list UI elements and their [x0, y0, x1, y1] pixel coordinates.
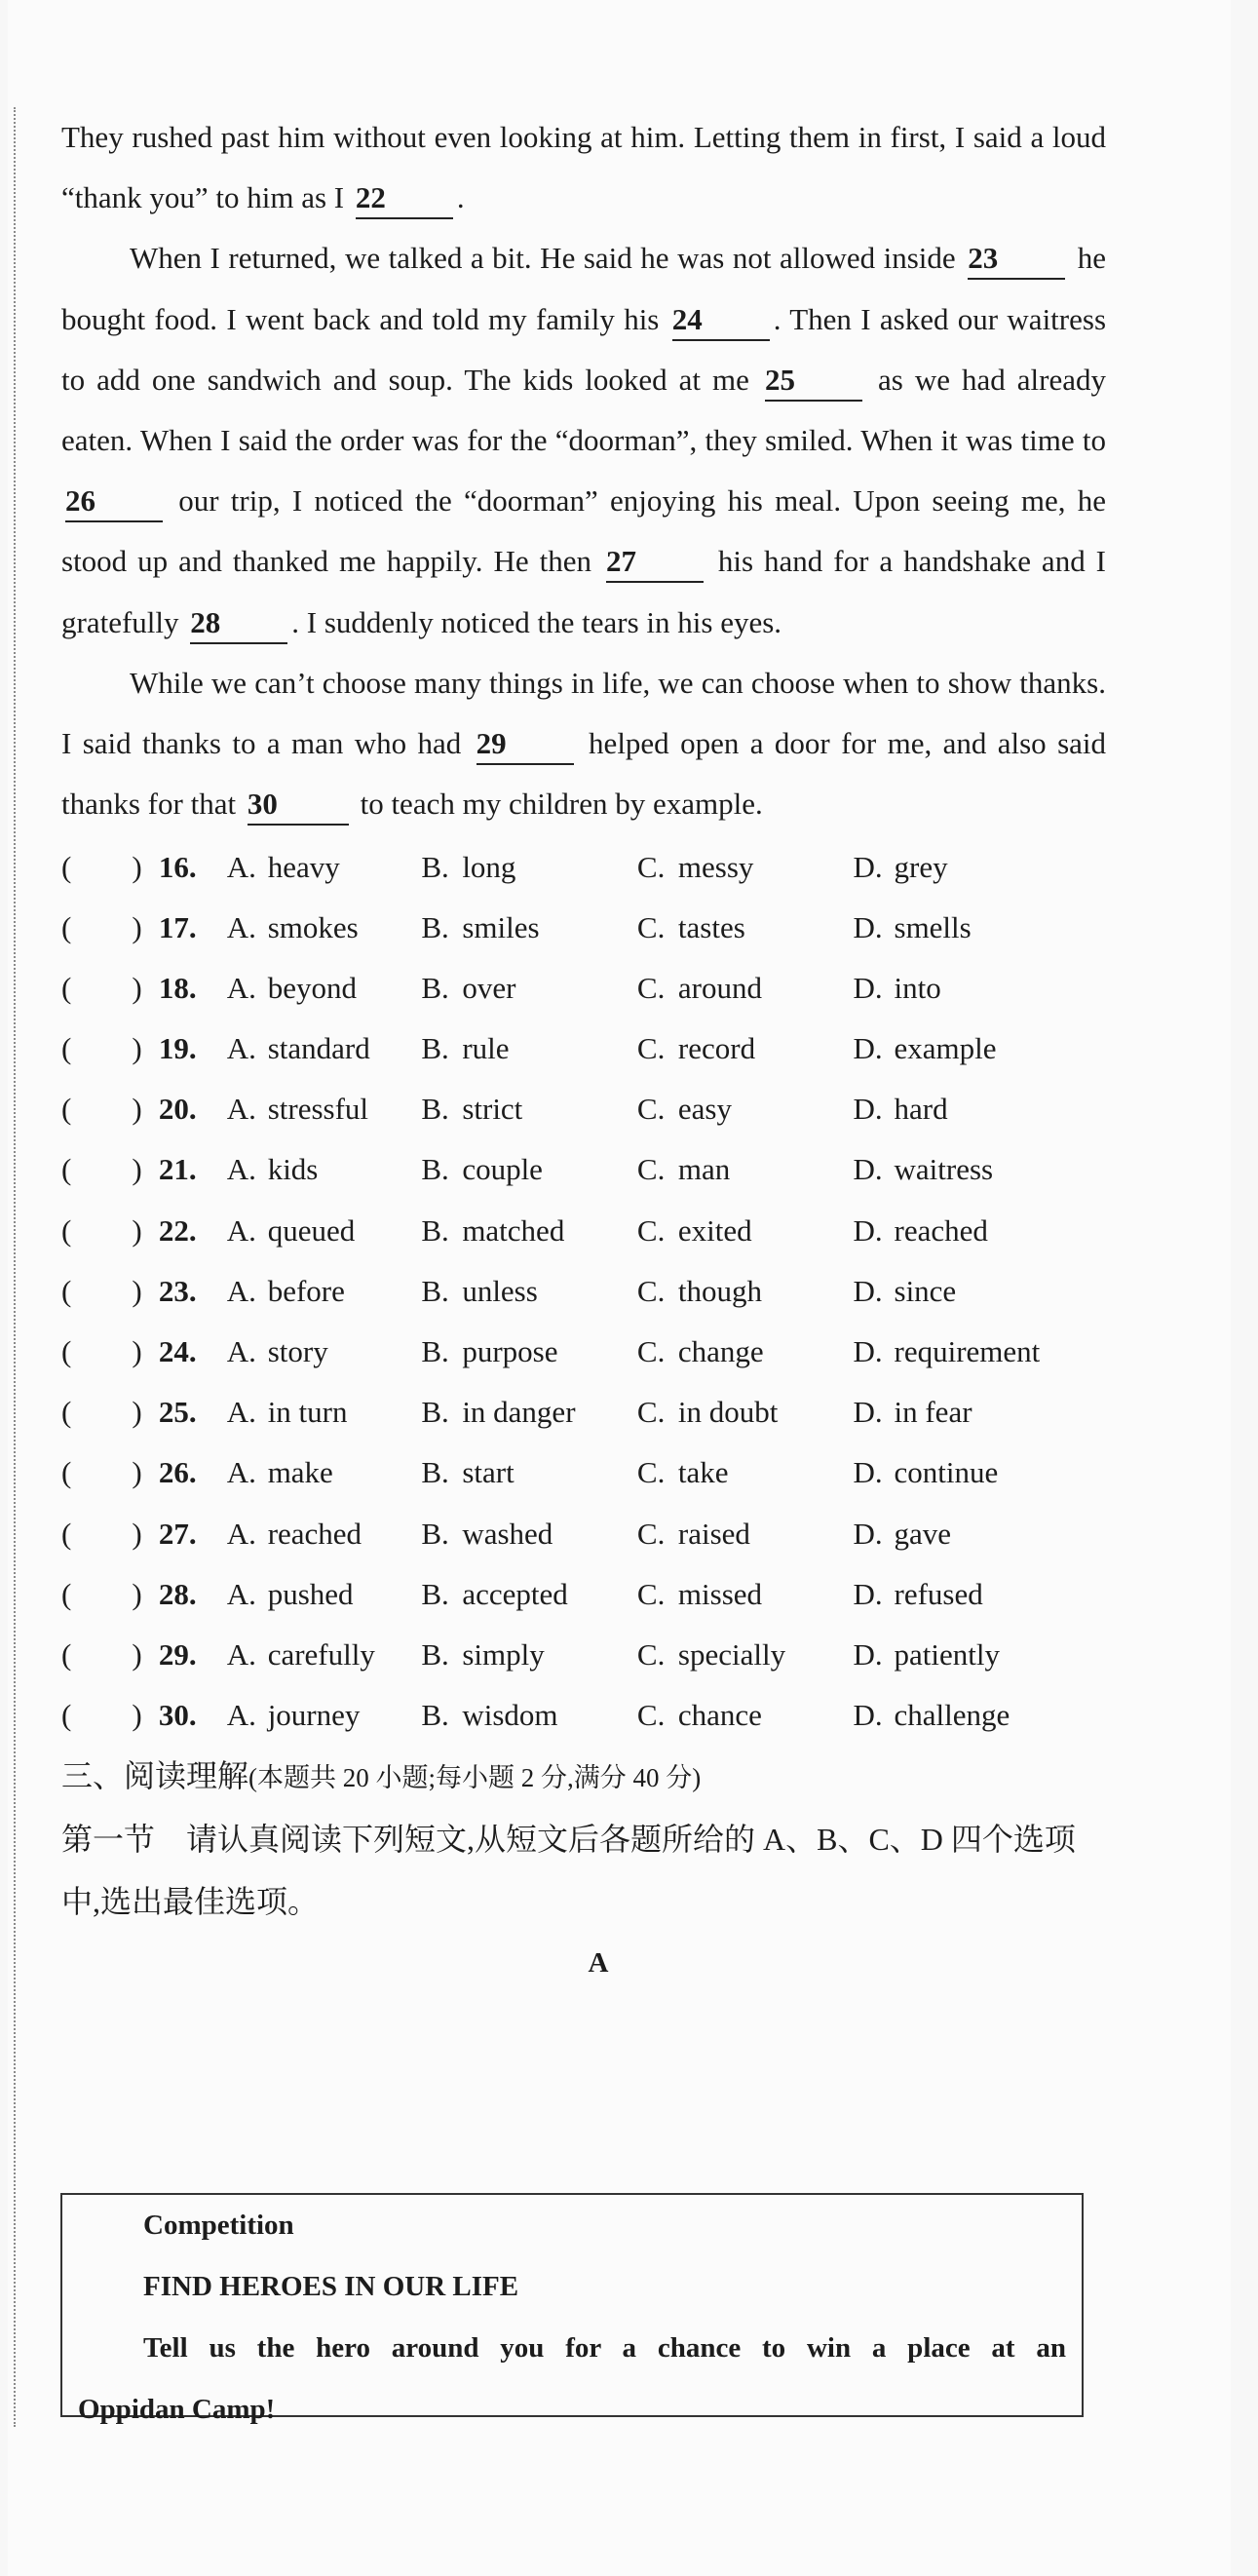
option-text: story [267, 1334, 328, 1369]
option-a [227, 1031, 422, 1066]
option-letter: C. [636, 1334, 666, 1369]
option-text: smokes [267, 909, 359, 944]
option-letter: C. [636, 970, 666, 1005]
option-text: challenge [894, 1698, 1010, 1733]
binding-dotted-line [14, 107, 16, 2427]
option-text: long [462, 849, 516, 884]
option-letter: B. [421, 1455, 449, 1490]
option-row [61, 1261, 1106, 1322]
option-text: in danger [462, 1395, 576, 1430]
option-a [227, 1455, 422, 1490]
question-number: 29. [158, 1636, 197, 1672]
passage-text: to teach my children by example. [352, 787, 763, 822]
option-letter: D. [853, 1334, 883, 1369]
question-number: 25. [158, 1395, 197, 1430]
option-text: messy [677, 849, 754, 884]
option-b [421, 850, 637, 885]
option-text: heavy [267, 849, 340, 884]
option-letter: D. [853, 1395, 883, 1430]
option-text: journey [267, 1698, 361, 1733]
option-d [854, 971, 1107, 1006]
option-letter: A. [226, 1636, 256, 1672]
answer-options [61, 836, 1106, 1746]
option-row [61, 1139, 1106, 1200]
option-letter: C. [636, 849, 666, 884]
option-text: continue [894, 1455, 999, 1490]
option-d [854, 1092, 1107, 1127]
question-number: 30. [158, 1698, 197, 1733]
option-letter: B. [421, 849, 449, 884]
answer-bracket[interactable]: ( ) [61, 849, 142, 884]
option-letter: C. [636, 1031, 666, 1066]
option-letter: C. [636, 909, 666, 944]
passage-text: he bought food. I went back and told my family his [61, 241, 1107, 336]
option-letter: A. [226, 970, 256, 1005]
blank-29: 29 [477, 724, 574, 765]
option-letter: B. [421, 1395, 449, 1430]
option-text: man [677, 1152, 731, 1187]
passage-paragraph-1 [61, 107, 1106, 228]
blank-27: 27 [606, 542, 704, 583]
option-letter: D. [853, 1698, 883, 1733]
option-text: before [267, 1273, 345, 1308]
option-text: matched [462, 1212, 565, 1248]
option-c [637, 1092, 854, 1127]
option-a [227, 850, 422, 885]
option-letter: C. [636, 1636, 666, 1672]
option-text: into [894, 970, 941, 1005]
option-d [854, 910, 1107, 945]
option-row [61, 1564, 1106, 1625]
option-d [854, 1274, 1107, 1309]
option-d [854, 1152, 1107, 1187]
option-b [421, 1031, 637, 1066]
option-text: example [894, 1031, 997, 1066]
option-text: kids [267, 1152, 319, 1187]
option-letter: B. [421, 970, 449, 1005]
option-a [227, 1274, 422, 1309]
option-a [227, 1334, 422, 1369]
option-row [61, 1019, 1106, 1079]
option-letter: B. [421, 1152, 449, 1187]
option-d [854, 1334, 1107, 1369]
blank-22: 22 [356, 178, 453, 219]
option-c [637, 910, 854, 945]
option-text: easy [677, 1092, 732, 1127]
option-text: chance [677, 1698, 762, 1733]
worksheet [8, 0, 1231, 2576]
option-b [421, 1455, 637, 1490]
passage-text: . Then I asked our waitress to add one sandwich and soup. The kids looked at me [61, 301, 1107, 397]
option-text: accepted [462, 1576, 568, 1611]
option-c [637, 1031, 854, 1066]
option-row [61, 1382, 1106, 1442]
option-letter: D. [853, 1455, 883, 1490]
option-letter: C. [636, 1516, 666, 1551]
option-letter: A. [226, 1152, 256, 1187]
option-letter: C. [636, 1273, 666, 1308]
option-text: waitress [894, 1152, 994, 1187]
option-d [854, 1395, 1107, 1430]
option-text: pushed [267, 1576, 354, 1611]
option-b [421, 1517, 637, 1552]
option-a [227, 1517, 422, 1552]
box-line-3: Tell us the hero around you for a chance to win a place at an [143, 2332, 1066, 2364]
option-b [421, 1152, 637, 1187]
answer-bracket[interactable]: ( ) [61, 1152, 142, 1187]
option-a [227, 1152, 422, 1187]
option-d [854, 1698, 1107, 1733]
option-text: exited [677, 1212, 752, 1248]
option-text: missed [677, 1576, 763, 1611]
option-text: in doubt [677, 1395, 779, 1430]
option-letter: A. [226, 1455, 256, 1490]
option-letter: A. [226, 909, 256, 944]
answer-bracket[interactable]: ( ) [61, 1455, 142, 1490]
option-row [61, 958, 1106, 1019]
option-text: tastes [677, 909, 745, 944]
option-c [637, 1213, 854, 1249]
question-number: 27. [158, 1516, 197, 1551]
option-text: smiles [462, 909, 540, 944]
option-text: in turn [267, 1395, 348, 1430]
answer-bracket[interactable]: ( ) [61, 1092, 142, 1127]
option-a [227, 1213, 422, 1249]
option-text: reached [894, 1212, 988, 1248]
option-text: over [462, 970, 516, 1005]
option-d [854, 850, 1107, 885]
option-c [637, 1334, 854, 1369]
option-b [421, 1213, 637, 1249]
option-letter: C. [636, 1092, 666, 1127]
answer-bracket[interactable]: ( ) [61, 1698, 142, 1733]
option-c [637, 1517, 854, 1552]
section-title: 三、阅读理解 [61, 1758, 249, 1794]
option-text: hard [894, 1092, 948, 1127]
option-text: beyond [267, 970, 357, 1005]
option-text: gave [894, 1516, 952, 1551]
option-text: washed [462, 1516, 553, 1551]
option-letter: B. [421, 1273, 449, 1308]
option-text: queued [267, 1212, 356, 1248]
option-text: smells [894, 909, 972, 944]
option-a [227, 1092, 422, 1127]
option-letter: A. [226, 1698, 256, 1733]
box-line-4: Oppidan Camp! [78, 2394, 276, 2425]
option-text: couple [462, 1152, 543, 1187]
option-text: strict [462, 1092, 523, 1127]
question-number: 19. [158, 1031, 197, 1066]
option-text: carefully [267, 1636, 375, 1672]
option-letter: D. [853, 1273, 883, 1308]
option-letter: D. [853, 1092, 883, 1127]
option-b [421, 1577, 637, 1612]
option-row [61, 898, 1106, 958]
option-text: stressful [267, 1092, 369, 1127]
option-b [421, 971, 637, 1006]
competition-box [60, 2193, 1084, 2425]
option-c [637, 1395, 854, 1430]
option-row [61, 1442, 1106, 1503]
answer-bracket[interactable]: ( ) [61, 1334, 142, 1369]
blank-26: 26 [65, 481, 163, 522]
option-letter: D. [853, 1152, 883, 1187]
blank-28: 28 [190, 603, 287, 644]
option-text: take [677, 1455, 729, 1490]
answer-bracket[interactable]: ( ) [61, 909, 142, 944]
option-d [854, 1577, 1107, 1612]
question-number: 17. [158, 909, 197, 944]
option-c [637, 1152, 854, 1187]
question-number: 18. [158, 970, 197, 1005]
option-c [637, 1577, 854, 1612]
option-text: rule [462, 1031, 510, 1066]
option-letter: D. [853, 1636, 883, 1672]
option-letter: A. [226, 1576, 256, 1611]
passage-text: . I suddenly noticed the tears in his eyes. [291, 604, 782, 639]
question-number: 16. [158, 849, 197, 884]
passage-letter: A [588, 1947, 609, 1980]
blank-25: 25 [765, 361, 862, 402]
answer-bracket[interactable]: ( ) [61, 970, 142, 1005]
option-letter: D. [853, 849, 883, 884]
option-row [61, 1201, 1106, 1261]
option-letter: A. [226, 1092, 256, 1127]
blank-24: 24 [672, 300, 770, 341]
option-d [854, 1637, 1107, 1672]
option-d [854, 1031, 1107, 1066]
question-number: 22. [158, 1212, 197, 1248]
option-letter: B. [421, 1576, 449, 1611]
option-letter: D. [853, 1576, 883, 1611]
answer-bracket[interactable]: ( ) [61, 1395, 142, 1430]
option-letter: C. [636, 1395, 666, 1430]
option-c [637, 1274, 854, 1309]
option-letter: D. [853, 909, 883, 944]
option-d [854, 1455, 1107, 1490]
blank-30: 30 [248, 785, 349, 826]
passage-text: helped open a door for me, and also said thanks for that [61, 726, 1107, 822]
option-letter: A. [226, 1395, 256, 1430]
passage-text: While we can’t choose many things in life, we can choose when to show thanks. I said thanks to a man who had [61, 665, 1106, 761]
option-letter: D. [853, 1212, 883, 1248]
option-b [421, 1274, 637, 1309]
section-3-heading [61, 1746, 1106, 1808]
option-text: in fear [894, 1395, 972, 1430]
option-text: record [677, 1031, 756, 1066]
option-text: requirement [894, 1334, 1041, 1369]
option-letter: B. [421, 1516, 449, 1551]
option-letter: B. [421, 1636, 449, 1672]
option-a [227, 1637, 422, 1672]
cloze-content [61, 107, 1106, 1993]
passage-paragraph-3 [61, 653, 1106, 835]
option-text: grey [894, 849, 948, 884]
section-note: (本题共 20 小题;每小题 2 分,满分 40 分) [248, 1763, 702, 1793]
blank-23: 23 [968, 239, 1065, 280]
section-instruction: 第一节 请认真阅读下列短文,从短文后各题所给的 A、B、C、D 四个选项中,选出最佳选项。 [61, 1822, 1076, 1920]
option-letter: C. [636, 1212, 666, 1248]
option-letter: A. [226, 1273, 256, 1308]
option-letter: C. [636, 1698, 666, 1733]
option-letter: C. [636, 1455, 666, 1490]
option-letter: B. [421, 1031, 449, 1066]
option-text: since [894, 1273, 957, 1308]
answer-bracket[interactable]: ( ) [61, 1031, 142, 1066]
option-text: though [677, 1273, 763, 1308]
passage-text: our trip, I noticed the “doorman” enjoying his meal. Upon seeing me, he stood up and thanked me happily. He then [61, 483, 1106, 579]
option-text: start [462, 1455, 515, 1490]
option-text: wisdom [462, 1698, 558, 1733]
option-d [854, 1517, 1107, 1552]
option-text: raised [677, 1516, 750, 1551]
answer-bracket[interactable]: ( ) [61, 1636, 142, 1672]
option-c [637, 971, 854, 1006]
option-letter: D. [853, 1516, 883, 1551]
option-text: refused [894, 1576, 983, 1611]
option-letter: C. [636, 1152, 666, 1187]
option-letter: A. [226, 849, 256, 884]
answer-bracket[interactable]: ( ) [61, 1212, 142, 1248]
option-text: reached [267, 1516, 362, 1551]
option-letter: B. [421, 1092, 449, 1127]
option-letter: B. [421, 1698, 449, 1733]
option-b [421, 1334, 637, 1369]
answer-bracket[interactable]: ( ) [61, 1273, 142, 1308]
option-text: make [267, 1455, 333, 1490]
option-b [421, 1395, 637, 1430]
option-c [637, 1455, 854, 1490]
option-a [227, 910, 422, 945]
option-letter: A. [226, 1212, 256, 1248]
option-text: standard [267, 1031, 370, 1066]
answer-bracket[interactable]: ( ) [61, 1516, 142, 1551]
passage-text: as we had already eaten. When I said the order was for the “doorman”, they smiled. When it was time to [61, 362, 1106, 458]
option-text: simply [462, 1636, 545, 1672]
option-row [61, 1685, 1106, 1746]
option-b [421, 1698, 637, 1733]
question-number: 20. [158, 1092, 197, 1127]
passage-text: When I returned, we talked a bit. He said he was not allowed inside [130, 241, 965, 276]
question-number: 24. [158, 1334, 197, 1369]
option-a [227, 1698, 422, 1733]
question-number: 28. [158, 1576, 197, 1611]
option-text: specially [677, 1636, 786, 1672]
question-number: 26. [158, 1455, 197, 1490]
option-letter: D. [853, 1031, 883, 1066]
option-d [854, 1213, 1107, 1249]
option-row [61, 1625, 1106, 1685]
option-c [637, 850, 854, 885]
option-b [421, 1637, 637, 1672]
passage-text: . [456, 180, 465, 215]
option-text: unless [462, 1273, 538, 1308]
option-letter: B. [421, 1212, 449, 1248]
option-text: purpose [462, 1334, 558, 1369]
option-text: patiently [894, 1636, 1000, 1672]
passage-paragraph-2 [61, 228, 1106, 652]
option-row [61, 1079, 1106, 1139]
box-line-2: FIND HEROES IN OUR LIFE [143, 2271, 519, 2302]
option-a [227, 1577, 422, 1612]
option-a [227, 971, 422, 1006]
option-b [421, 1092, 637, 1127]
passage-text: They rushed past him without even looking at him. Letting them in first, I said a loud “thank you” to him as I [61, 120, 1106, 215]
box-line-1: Competition [143, 2210, 294, 2241]
passage-text: his hand for a handshake and I gratefully [61, 544, 1106, 639]
option-letter: B. [421, 909, 449, 944]
option-text: change [677, 1334, 764, 1369]
option-row [61, 1322, 1106, 1382]
answer-bracket[interactable]: ( ) [61, 1576, 142, 1611]
option-a [227, 1395, 422, 1430]
option-letter: A. [226, 1334, 256, 1369]
question-number: 23. [158, 1273, 197, 1308]
option-b [421, 910, 637, 945]
option-letter: A. [226, 1031, 256, 1066]
option-text: around [677, 970, 762, 1005]
option-row [61, 1504, 1106, 1564]
option-letter: A. [226, 1516, 256, 1551]
option-letter: C. [636, 1576, 666, 1611]
option-letter: B. [421, 1334, 449, 1369]
option-c [637, 1698, 854, 1733]
question-number: 21. [158, 1152, 197, 1187]
option-row [61, 836, 1106, 897]
option-letter: D. [853, 970, 883, 1005]
option-c [637, 1637, 854, 1672]
